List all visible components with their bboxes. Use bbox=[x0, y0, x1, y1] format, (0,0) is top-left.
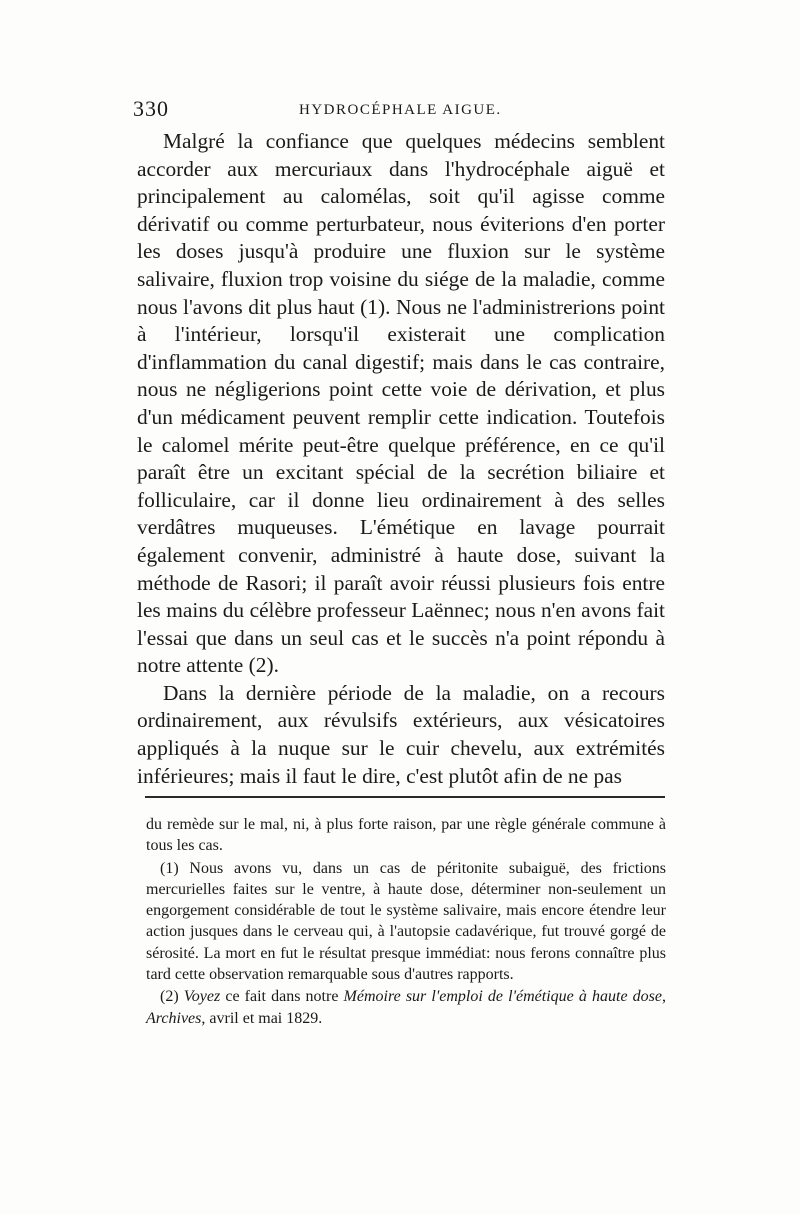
footnote-continuation: du remède sur le mal, ni, à plus forte raison, par une règle générale commune à tous les cas. bbox=[146, 816, 666, 855]
footnote-2 bbox=[146, 986, 666, 1029]
footnote-2-sep: , bbox=[662, 988, 667, 1006]
footnote-2-journal: Archives bbox=[146, 1009, 202, 1027]
footnote-2-end: , avril et mai 1829. bbox=[201, 1009, 323, 1027]
footnote-rule bbox=[145, 796, 665, 798]
page-number: 330 bbox=[133, 96, 169, 121]
paragraph: Malgré la confiance que quelques médecins semblent accorder aux mercuriaux dans l'hydrocéphale aiguë et principalement au calomélas, soit qu'il agisse comme dérivatif ou comme perturbateur, nous éviterions d'en porter les doses jusqu'à produire une fluxion sur le système salivaire, fluxion trop voisine du siége de la maladie, comme nous l'avons dit plus haut (1). Nous ne l'administrerions point à l'intérieur, lorsqu'il existerait une complication d'inflammation du canal digestif; mais dans le cas contraire, nous ne négligerions point cette voie de dérivation, et plus d'un médicament peuvent remplir cette indication. Toutefois le calomel mérite peut-être quelque préférence, en ce qu'il paraît être un excitant spécial de la secrétion biliaire et folliculaire, car il donne lieu ordinairement à des selles verdâtres muqueuses. L'émétique en lavage pourrait également convenir, administré à haute dose, suivant la méthode de Rasori; il paraît avoir réussi plusieurs fois entre les mains du célèbre professeur Laënnec; nous n'en avons fait l'essai que dans un seul cas et le succès n'a point répondu à notre attente (2). bbox=[137, 129, 665, 678]
page-header bbox=[133, 96, 668, 126]
footnote-2-title: Mémoire sur l'emploi de l'émétique à haute dose bbox=[343, 988, 663, 1006]
main-text bbox=[137, 128, 665, 790]
paragraph: Dans la dernière période de la maladie, on a recours ordinairement, aux révulsifs extérieurs, aux vésicatoires appliqués à la nuque sur le cuir chevelu, aux extrémités inférieures; mais il faut le dire, c'est plutôt afin de ne pas bbox=[137, 680, 665, 788]
footnote-2-voyez: Voyez bbox=[183, 988, 221, 1006]
footnote-2-prefix: (2) bbox=[160, 988, 184, 1006]
running-title: HYDROCÉPHALE AIGUE. bbox=[299, 102, 502, 118]
footnote-2-mid: ce fait dans notre bbox=[220, 988, 344, 1006]
footnote-1: (1) Nous avons vu, dans un cas de péritonite subaiguë, des frictions mercurielles faites sur le ventre, à haute dose, déterminer non-seulement un engorgement considérable de tout le système salivaire, mais encore étendre leur action jusques dans le cerveau qui, à l'autopsie cadavérique, fut trouvé gorgé de sérosité. La mort en fut le résultat presque immédiat: nous ferons connaître plus tard cette observation remarquable sous d'autres rapports. bbox=[146, 859, 666, 984]
footnotes bbox=[146, 814, 666, 1029]
